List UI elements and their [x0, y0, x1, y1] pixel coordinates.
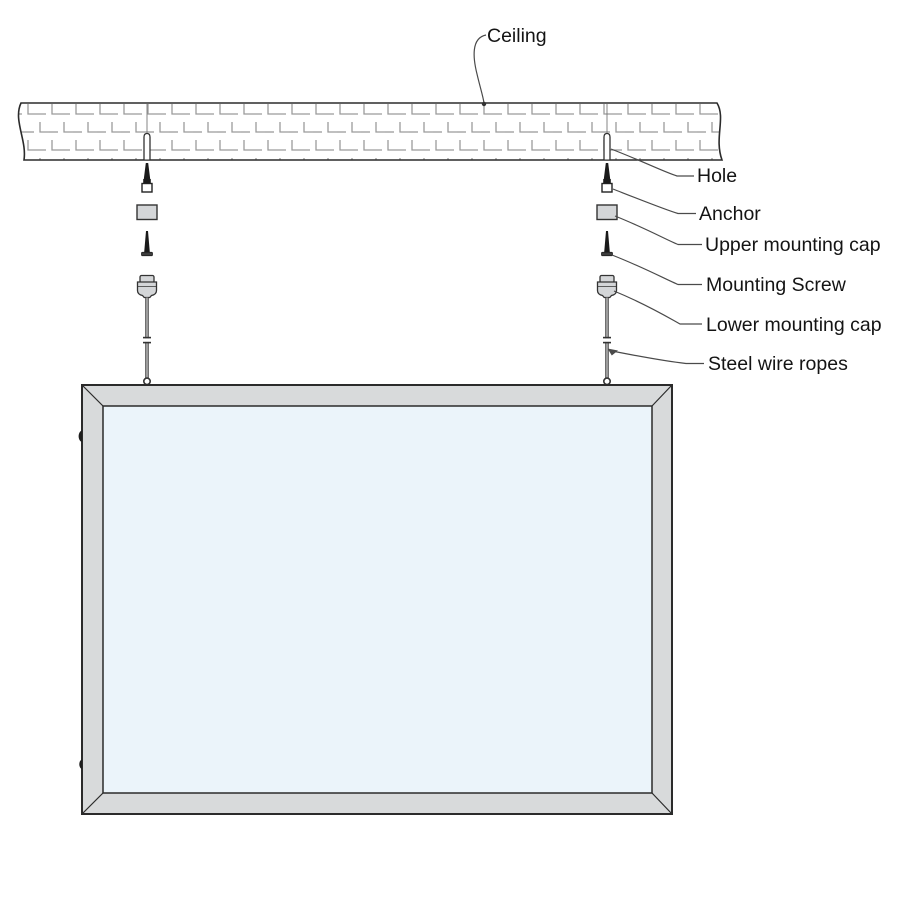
upper-mounting-cap-label: Upper mounting cap: [705, 234, 881, 256]
lower-mounting-cap-label: Lower mounting cap: [706, 314, 882, 336]
hole-label: Hole: [697, 165, 738, 187]
leader-lines: [474, 35, 704, 364]
steel-wire-right: [603, 298, 611, 385]
panel-surface: [103, 406, 652, 793]
frame-side-clip-lower: [79, 760, 82, 770]
lower-mounting-cap-left: [138, 276, 157, 298]
anchor-leader-line: [613, 189, 696, 214]
upper-cap-leader-line: [615, 216, 702, 245]
ceiling-leader-dot: [482, 102, 486, 106]
ceiling-leader-line: [474, 35, 486, 103]
wire-loop-left: [144, 378, 150, 384]
frame-side-clip-upper: [79, 431, 82, 443]
anchor-left: [142, 163, 152, 192]
wire-loop-right: [604, 378, 610, 384]
upper-mounting-cap-right: [597, 205, 617, 220]
mounting-screw-right: [602, 231, 613, 256]
steel-wire-left: [143, 298, 151, 385]
mounting-screw-leader-line: [612, 255, 702, 285]
mounting-screw-label: Mounting Screw: [706, 274, 846, 296]
ceiling-label: Ceiling: [487, 25, 547, 47]
mounting-screw-left: [142, 231, 153, 256]
anchor-label: Anchor: [699, 203, 761, 225]
upper-mounting-cap-left: [137, 205, 157, 220]
lower-cap-leader-line: [614, 291, 702, 324]
wire-leader-line: [612, 351, 704, 364]
labels: [487, 25, 882, 375]
steel-wire-ropes-label: Steel wire ropes: [708, 353, 848, 375]
hanging-frame: [79, 385, 672, 814]
lower-mounting-cap-right: [598, 276, 617, 298]
anchor-right: [602, 163, 612, 192]
